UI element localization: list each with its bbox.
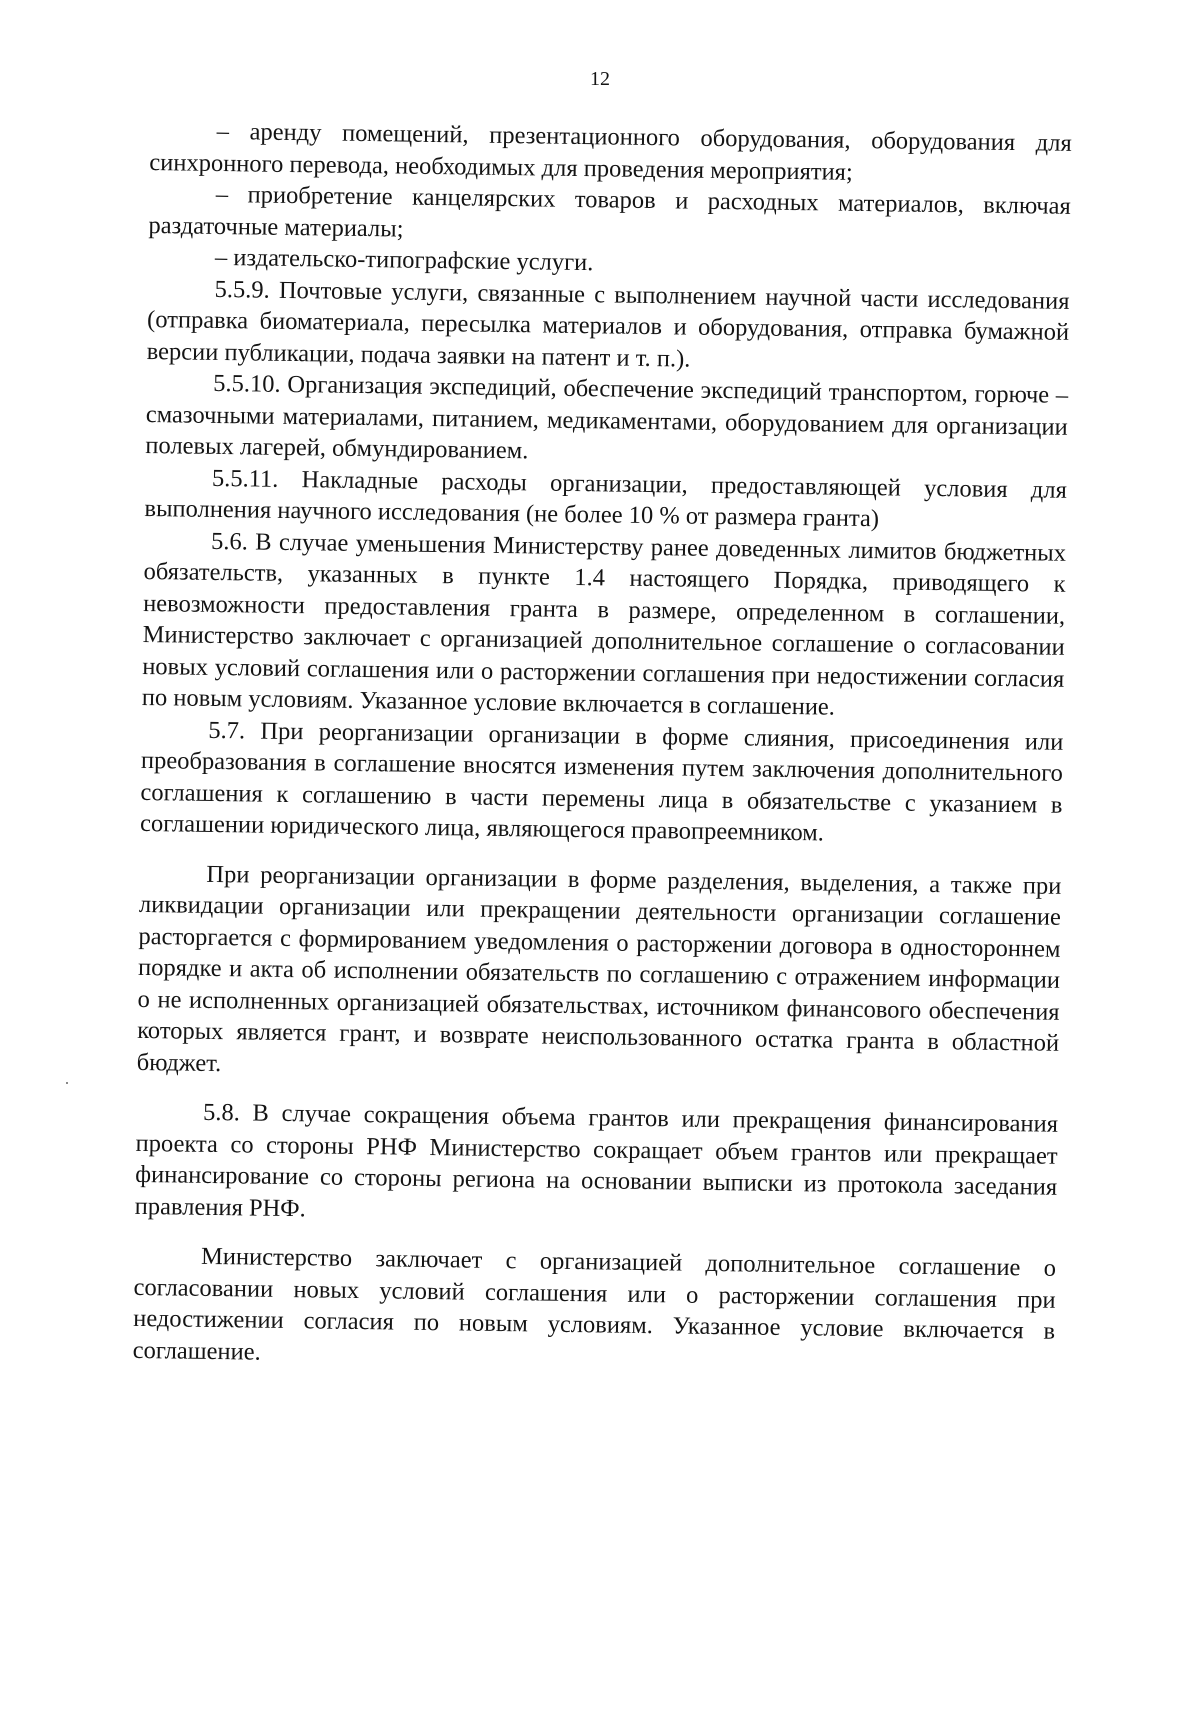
scan-speck xyxy=(66,1082,68,1084)
paragraph-item-printing: – издательско-типографские услуги. xyxy=(214,243,594,277)
paragraph-item-supplies: – приобретение канцелярских товаров и расходных материалов, включая раздаточные материалы; xyxy=(148,180,1072,243)
paragraph-ministry-agreement: Министерство заключает с организацией дополнительное соглашение о согласовании новых условий соглашения или о расторжении соглашения при недостижении согласия по новым условиям. Указанное условие включается в соглашение. xyxy=(132,1242,1057,1366)
document-body xyxy=(133,115,1072,1379)
paragraph-reorganization: При реорганизации организации в форме разделения, выделения, а также при ликвидации организации или прекращении деятельности организации соглашение расторгается с формированием уведомления о расторжении договора в одностороннем порядке и акта об исполнении обязательств по соглашению с отражением информации о не исполненных организацией обязательствах, источником финансового обеспечения которых является грант, и возврате неиспользованного остатка гранта в областной бюджет. xyxy=(136,860,1062,1077)
paragraph-5-5-9: 5.5.9. Почтовые услуги, связанные с выполнением научной части исследования (отправка биоматериала, пересылка материалов и оборудования, отправка бумажной версии публикации, подача заявки на патент и т. п.). xyxy=(146,275,1070,373)
page-number: 12 xyxy=(590,68,610,90)
paragraph-5-5-10: 5.5.10. Организация экспедиций, обеспечение экспедиций транспортом, горюче – смазочными материалами, питанием, медикаментами, оборудованием для организации полевых лагерей, обмундированием. xyxy=(145,369,1069,465)
paragraph-5-8: 5.8. В случае сокращения объема грантов или прекращения финансирования проекта со стороны РНФ Министерство сокращает объем грантов или прекращает финансирование со стороны региона на основании выписки из протокола заседания правления РНФ. xyxy=(134,1098,1059,1222)
paragraph-item-rent: – аренду помещений, презентационного оборудования, оборудования для синхронного перевода, необходимых для проведения мероприятия; xyxy=(149,117,1072,186)
paragraph-5-6: 5.6. В случае уменьшения Министерству ранее доведенных лимитов бюджетных обязательств, указанных в пункте 1.4 настоящего Порядка, приводящего к невозможности предоставления гранта в размере, определенном в соглашении, Министерство заключает с организацией дополнительное соглашение о согласовании новых условий соглашения или о расторжении соглашения при недостижении согласия по новым условиям. Указанное условие включается в соглашение. xyxy=(141,527,1067,721)
paragraph-5-7: 5.7. При реорганизации организации в форме слияния, присоединения или преобразования в соглашение вносятся изменения путем заключения дополнительного соглашения к соглашению в части перемены лица в обязательстве с указанием в соглашении юридического лица, являющегося правопреемником. xyxy=(139,716,1064,847)
paragraph-5-5-11: 5.5.11. Накладные расходы организации, предоставляющей условия для выполнения научного исследования (не более 10 % от размера гранта) xyxy=(144,464,1068,533)
